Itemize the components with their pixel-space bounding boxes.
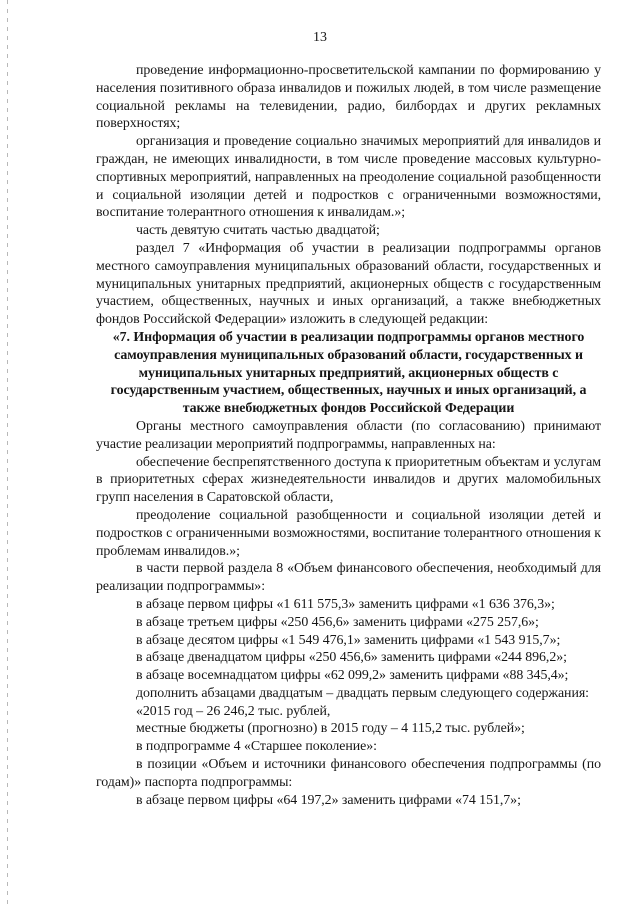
- paragraph-10: в абзаце первом цифры «1 611 575,3» заменить цифрами «1 636 376,3»;: [136, 596, 555, 612]
- paragraph-13: в абзаце двенадцатом цифры «250 456,6» заменить цифрами «244 896,2»;: [136, 650, 567, 666]
- paragraph-9: в части первой раздела 8 «Объем финансового обеспечения, необходимый для реализации подпрограммы»:: [96, 561, 601, 595]
- paragraph-6: Органы местного самоуправления области (по согласованию) принимают участие реализации мероприятий подпрограммы, направленных на:: [96, 418, 601, 452]
- paragraph-19: в позиции «Объем и источники финансового обеспечения подпрограммы (по годам)» паспорта подпрограммы:: [96, 757, 601, 790]
- paragraph-14: в абзаце восемнадцатом цифры «62 099,2» заменить цифрами «88 345,4»;: [136, 668, 569, 684]
- paragraph-3: часть девятую считать частью двадцатой;: [136, 223, 380, 239]
- paragraph-16: «2015 год – 26 246,2 тыс. рублей,: [136, 703, 331, 719]
- page-edge-marks: [7, 0, 8, 905]
- paragraph-4: раздел 7 «Информация об участии в реализации подпрограммы органов местного самоуправления муниципальных образований области, государственных и муниципальных унитарных предприятий, акционерных обществ с государственным участием, общественных, научных и иных организаций, а также внебюджетных фондов Российской Федерации» изложить в следующей редакции:: [96, 240, 601, 328]
- paragraph-11: в абзаце третьем цифры «250 456,6» заменить цифрами «275 257,6»;: [136, 614, 539, 630]
- paragraph-7: обеспечение беспрепятственного доступа к приоритетным объектам и услугам в приоритетных сферах жизнедеятельности инвалидов и других маломобильных групп населения в Саратовской области,: [96, 454, 601, 506]
- paragraph-20: в абзаце первом цифры «64 197,2» заменить цифрами «74 151,7»;: [136, 792, 521, 808]
- paragraph-12: в абзаце десятом цифры «1 549 476,1» заменить цифрами «1 543 915,7»;: [136, 632, 561, 648]
- section-heading: «7. Информация об участии в реализации подпрограммы органов местного самоуправления муниципальных образований области, государственных и муниципальных унитарных предприятий, акционерных обществ с государственным участием, общественных, научных и иных организаций, а также внебюджетных фондов Российской Федерации: [110, 329, 587, 417]
- paragraph-8: преодоление социальной разобщенности и социальной изоляции детей и подростков с ограниченными возможностями, воспитание толерантного отношения к проблемам инвалидов.»;: [96, 507, 601, 559]
- page-number: 13: [313, 30, 327, 45]
- paragraph-15: дополнить абзацами двадцатым – двадцать первым следующего содержания:: [136, 685, 589, 701]
- paragraph-1: проведение информационно-просветительской кампании по формированию у населения позитивного образа инвалидов и пожилых людей, в том числе размещение социальной рекламы на телевидении, радио, билбордах и других рекламных поверхностях;: [96, 63, 601, 132]
- paragraph-17: местные бюджеты (прогнозно) в 2015 году – 4 115,2 тыс. рублей»;: [136, 721, 525, 737]
- document-body: [96, 62, 601, 809]
- paragraph-2: организация и проведение социально значимых мероприятий для инвалидов и граждан, не имеющих инвалидности, в том числе проведение массовых культурно-спортивных мероприятий, направленных на преодоление социальной разобщенности и социальной изоляции детей и подростков с ограниченными возможностями, воспитание толерантного отношения к инвалидам.»;: [96, 134, 601, 221]
- paragraph-18: в подпрограмме 4 «Старшее поколение»:: [136, 739, 377, 755]
